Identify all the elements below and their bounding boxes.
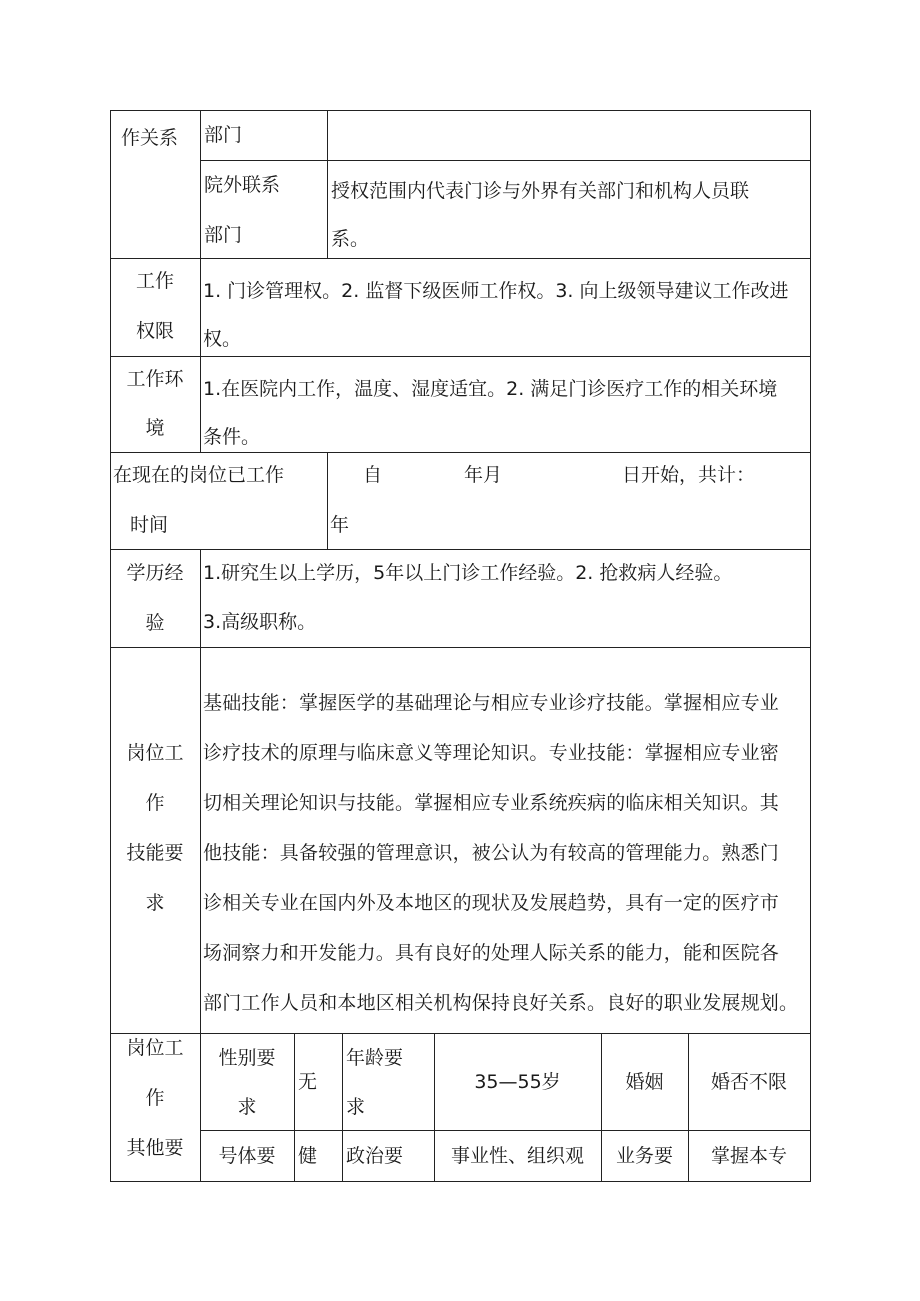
- internal-dept-label: 部门: [204, 124, 243, 146]
- gender-value: 无: [298, 1071, 318, 1093]
- politics-value: 事业性、组织观: [450, 1145, 584, 1167]
- education-value-line1: 1.研究生以上学历，5年以上门诊工作经验。2. 抢救病人经验。: [203, 562, 733, 584]
- other-label-line1: 岗位工: [126, 1037, 184, 1059]
- relation-column-divider: [327, 110, 328, 259]
- label-column-divider: [200, 110, 201, 453]
- skills-label-line3: 技能要: [126, 842, 184, 864]
- skills-line: 基础技能：掌握医学的基础理论与相应专业诊疗技能。掌握相应专业: [203, 692, 780, 714]
- authority-label-line2: 权限: [135, 320, 174, 342]
- skills-line: 诊疗技术的原理与临床意义等理论知识。专业技能：掌握相应专业密: [203, 742, 780, 764]
- other-column-divider: [294, 1033, 295, 1182]
- marriage-label: 婚姻: [625, 1071, 664, 1093]
- age-label-line2: 求: [346, 1096, 366, 1118]
- skills-line: 切相关理论知识与技能。掌握相应专业系统疾病的临床相关知识。其: [203, 792, 780, 814]
- environment-label-line2: 境: [145, 417, 165, 439]
- other-column-divider: [342, 1033, 343, 1182]
- skills-label-line1: 岗位工: [126, 742, 184, 764]
- business-value: 掌握本专: [710, 1145, 787, 1167]
- education-value-line2: 3.高级职称。: [203, 611, 317, 633]
- table-border-right: [810, 110, 811, 1182]
- tenure-column-divider: [327, 452, 328, 550]
- tenure-label-line1: 在现在的岗位已工作: [113, 464, 285, 486]
- skills-text: [203, 678, 809, 1028]
- environment-value-line1: 1.在医院内工作，温度、湿度适宜。2. 满足门诊医疗工作的相关环境: [203, 378, 778, 400]
- row-divider: [110, 647, 811, 648]
- skills-label-line4: 求: [145, 892, 165, 914]
- tenure-years: 年: [330, 514, 350, 536]
- skills-line: 诊相关专业在国内外及本地区的现状及发展趋势，具有一定的医疗市: [203, 892, 780, 914]
- authority-value-line1: 1. 门诊管理权。2. 监督下级医师工作权。3. 向上级领导建议工作改进: [203, 280, 789, 302]
- external-dept-value-line2: 系。: [331, 228, 370, 250]
- body-label: 号体要: [218, 1145, 276, 1167]
- skills-label-line2: 作: [145, 792, 165, 814]
- age-value: 35—55岁: [474, 1071, 561, 1093]
- table-border-bottom: [110, 1181, 811, 1182]
- gender-label-line1: 性别要: [218, 1047, 276, 1069]
- business-label: 业务要: [615, 1145, 673, 1167]
- skills-line: 场洞察力和开发能力。具有良好的处理人际关系的能力，能和医院各: [203, 942, 780, 964]
- row-divider: [200, 160, 811, 161]
- politics-label: 政治要: [346, 1145, 404, 1167]
- tenure-label-line2: 时间: [130, 514, 169, 536]
- tenure-year-month: 年月: [464, 464, 503, 486]
- authority-label-line1: 工作: [135, 270, 174, 292]
- external-dept-value-line1: 授权范围内代表门诊与外界有关部门和机构人员联: [331, 180, 750, 202]
- tenure-from: 自: [363, 464, 383, 486]
- environment-value-line2: 条件。: [203, 426, 261, 448]
- tenure-day-start: 日开始，共计：: [622, 464, 756, 486]
- skills-line: 他技能：具备较强的管理意识，被公认为有较高的管理能力。熟悉门: [203, 842, 780, 864]
- relation-label: 作关系: [121, 127, 179, 149]
- age-label-line1: 年龄要: [346, 1047, 404, 1069]
- external-dept-label-line2: 部门: [204, 224, 243, 246]
- other-label-line2: 作: [145, 1087, 165, 1109]
- education-label-line2: 验: [145, 612, 165, 634]
- education-label-line1: 学历经: [126, 562, 184, 584]
- skills-line: 部门工作人员和本地区相关机构保持良好关系。良好的职业发展规划。: [203, 992, 799, 1014]
- marriage-value: 婚否不限: [710, 1071, 787, 1093]
- body-value: 健: [298, 1145, 318, 1167]
- other-label-line3: 其他要: [126, 1137, 184, 1159]
- authority-value-line2: 权。: [203, 328, 242, 350]
- gender-label-line2: 求: [237, 1096, 257, 1118]
- external-dept-label-line1: 院外联系: [204, 174, 281, 196]
- environment-label-line1: 工作环: [126, 368, 184, 390]
